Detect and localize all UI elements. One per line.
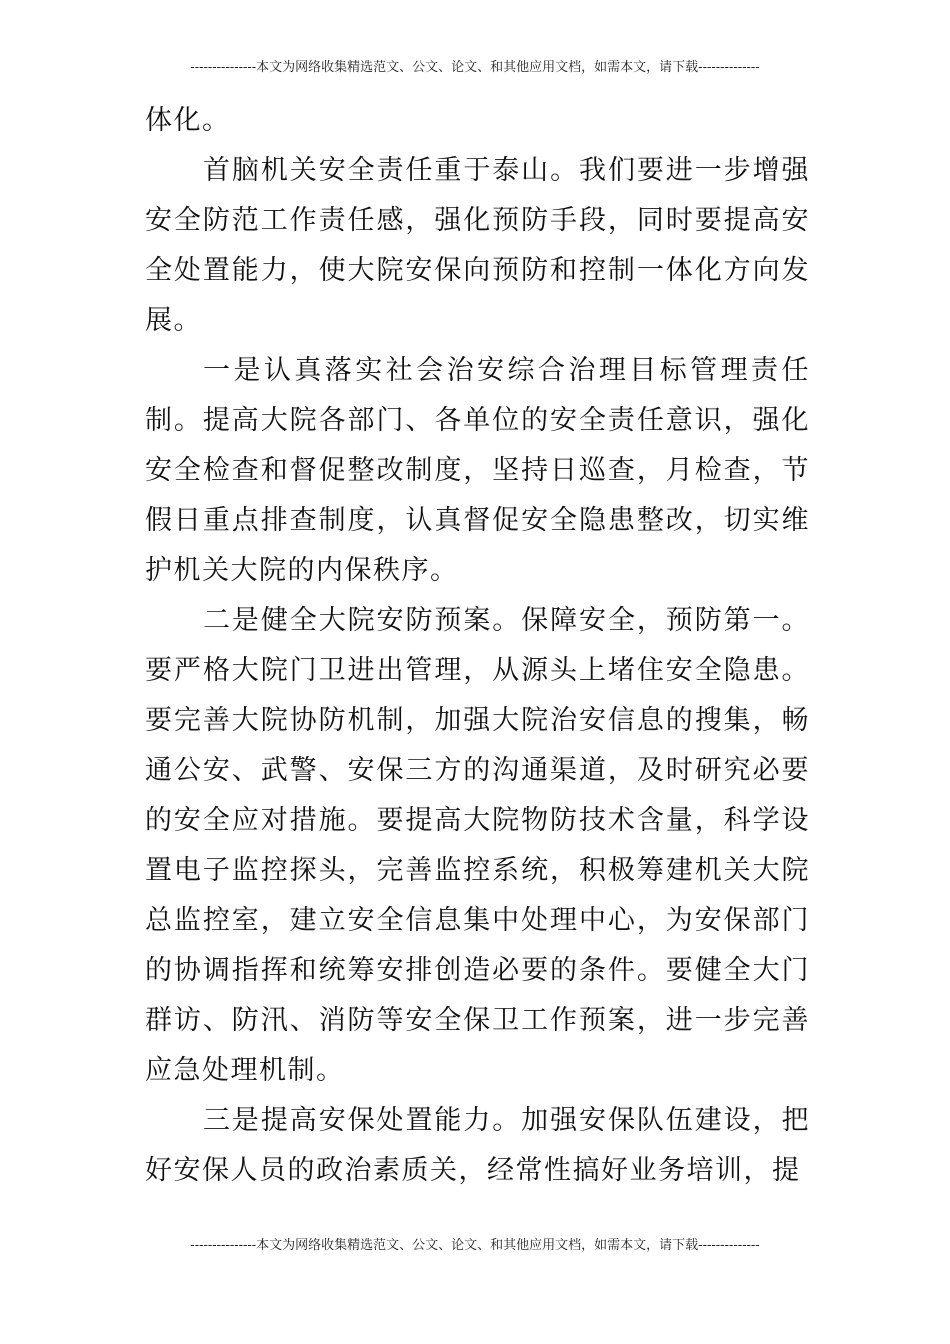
paragraph-intro: 首脑机关安全责任重于泰山。我们要进一步增强安全防范工作责任感，强化预防手段，同时要提高安全处置能力，使大院安保向预防和控制一体化方向发展。	[145, 155, 810, 336]
paragraph-point-one: 一是认真落实社会治安综合治理目标管理责任制。提高大院各部门、各单位的安全责任意识，强化安全检查和督促整改制度，坚持日巡查，月检查，节假日重点排查制度，认真督促安全隐患整改，切实维护机关大院的内保秩序。	[145, 355, 810, 586]
page-header-note: ---------------本文为网络收集精选范文、公文、论文、和其他应用文档，如需本文，请下载--------------	[190, 60, 760, 75]
paragraph-continuation: 体化。	[145, 105, 231, 136]
paragraph-point-three: 三是提高安保处置能力。加强安保队伍建设，把好安保人员的政治素质关，经常性搞好业务培训，提	[145, 1105, 810, 1186]
page-footer-note: ---------------本文为网络收集精选范文、公文、论文、和其他应用文档，如需本文，请下载--------------	[190, 1238, 760, 1253]
document-body	[145, 96, 810, 1196]
paragraph-point-two: 二是健全大院安防预案。保障安全，预防第一。要严格大院门卫进出管理，从源头上堵住安全隐患。要完善大院协防机制，加强大院治安信息的搜集，畅通公安、武警、安保三方的沟通渠道，及时研究必要的安全应对措施。要提高大院物防技术含量，科学设置电子监控探头，完善监控系统，积极筹建机关大院总监控室，建立安全信息集中处理中心，为安保部门的协调指挥和统筹安排创造必要的条件。要健全大门群访、防汛、消防等安全保卫工作预案，进一步完善应急处理机制。	[145, 605, 810, 1086]
